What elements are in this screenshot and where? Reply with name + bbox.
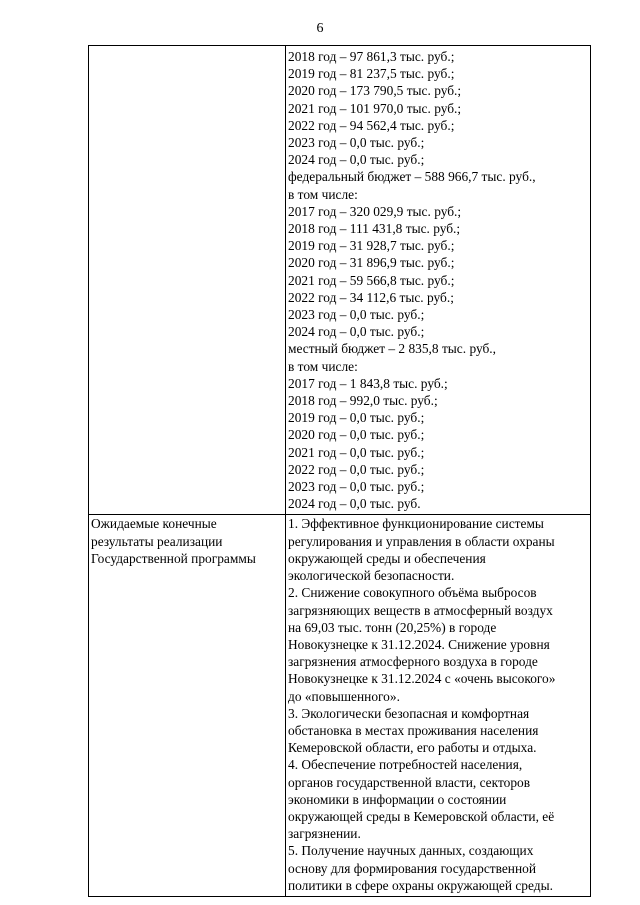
financing-line: 2024 год – 0,0 тыс. руб. xyxy=(288,496,421,512)
result-item-line: Новокузнецке к 31.12.2024 с «очень высокого» xyxy=(288,671,556,687)
expected-results-row xyxy=(89,515,591,896)
result-item-line: окружающей среды в Кемеровской области, её xyxy=(288,808,555,824)
financing-line: в том числе: xyxy=(288,358,358,374)
result-item-line: экономики в информации о состоянии xyxy=(288,791,507,807)
financing-line: 2019 год – 81 237,5 тыс. руб.; xyxy=(288,66,455,82)
page-number: 6 xyxy=(316,21,324,36)
financing-line: 2023 год – 0,0 тыс. руб.; xyxy=(288,479,425,495)
expected-results-label: Ожидаемые конечные xyxy=(91,516,217,532)
result-item-line: загрязнения атмосферного воздуха в городе xyxy=(288,654,538,670)
result-item xyxy=(288,515,588,584)
financing-line: местный бюджет – 2 835,8 тыс. руб., xyxy=(288,341,496,357)
financing-line: 2024 год – 0,0 тыс. руб.; xyxy=(288,152,425,168)
result-item-line: 5. Получение научных данных, создающих xyxy=(288,843,534,859)
financing-line: 2017 год – 1 843,8 тыс. руб.; xyxy=(288,375,448,391)
result-item-line: до «повышенного». xyxy=(288,688,400,704)
financing-line: 2022 год – 0,0 тыс. руб.; xyxy=(288,461,425,477)
result-item-line: обстановка в местах проживания населения xyxy=(288,722,539,738)
result-item-line: регулирования и управления в области охраны xyxy=(288,533,555,549)
result-item-line: загрязнении. xyxy=(288,826,361,842)
financing-line: 2021 год – 59 566,8 тыс. руб.; xyxy=(288,272,455,288)
financing-line: 2020 год – 0,0 тыс. руб.; xyxy=(288,427,425,443)
financing-line: 2018 год – 97 861,3 тыс. руб.; xyxy=(288,49,455,64)
result-item-line: 3. Экологически безопасная и комфортная xyxy=(288,705,530,721)
result-item-line: основу для формирования государственной xyxy=(288,860,537,876)
financing-line: 2024 год – 0,0 тыс. руб.; xyxy=(288,324,425,340)
financing-line: 2018 год – 111 431,8 тыс. руб.; xyxy=(288,221,461,237)
financing-line: федеральный бюджет – 588 966,7 тыс. руб., xyxy=(288,169,536,185)
result-item-line: экологической безопасности. xyxy=(288,568,455,584)
result-item-line: 2. Снижение совокупного объёма выбросов xyxy=(288,585,537,601)
result-item xyxy=(288,584,588,704)
result-item xyxy=(288,842,588,894)
financing-line: в том числе: xyxy=(288,186,358,202)
result-item-line: 4. Обеспечение потребностей населения, xyxy=(288,757,523,773)
expected-results-label-cell xyxy=(89,515,286,896)
expected-results-label: результаты реализации xyxy=(91,533,223,549)
financing-line: 2018 год – 992,0 тыс. руб.; xyxy=(288,393,438,409)
result-item xyxy=(288,756,588,842)
financing-line: 2022 год – 94 562,4 тыс. руб.; xyxy=(288,117,455,133)
result-item-line: загрязняющих веществ в атмосферный воздух xyxy=(288,602,553,618)
financing-label-cell xyxy=(89,46,286,515)
result-item-line: Новокузнецке к 31.12.2024. Снижение уровня xyxy=(288,636,550,652)
result-item-line: окружающей среды и обеспечения xyxy=(288,550,486,566)
result-item-line: политики в сфере охраны окружающей среды. xyxy=(288,877,553,893)
result-item-line: органов государственной власти, секторов xyxy=(288,774,531,790)
financing-line: 2023 год – 0,0 тыс. руб.; xyxy=(288,307,425,323)
financing-line: 2021 год – 0,0 тыс. руб.; xyxy=(288,444,425,460)
financing-line: 2019 год – 31 928,7 тыс. руб.; xyxy=(288,238,455,254)
result-item xyxy=(288,705,588,757)
financing-line: 2023 год – 0,0 тыс. руб.; xyxy=(288,135,425,151)
financing-line: 2021 год – 101 970,0 тыс. руб.; xyxy=(288,100,462,116)
financing-line: 2020 год – 31 896,9 тыс. руб.; xyxy=(288,255,455,271)
financing-line: 2019 год – 0,0 тыс. руб.; xyxy=(288,410,425,426)
result-item-line: Кемеровской области, его работы и отдыха. xyxy=(288,740,537,756)
result-item-line: 1. Эффективное функционирование системы xyxy=(288,516,544,532)
expected-results-label: Государственной программы xyxy=(91,550,256,566)
financing-row xyxy=(89,46,591,515)
financing-line: 2020 год – 173 790,5 тыс. руб.; xyxy=(288,83,462,99)
financing-values-cell xyxy=(286,46,591,515)
expected-results-list-cell xyxy=(286,515,591,896)
financing-line: 2017 год – 320 029,9 тыс. руб.; xyxy=(288,203,462,219)
financing-line: 2022 год – 34 112,6 тыс. руб.; xyxy=(288,289,454,305)
result-item-line: на 69,03 тыс. тонн (20,25%) в городе xyxy=(288,619,497,635)
program-passport-table xyxy=(88,45,591,897)
